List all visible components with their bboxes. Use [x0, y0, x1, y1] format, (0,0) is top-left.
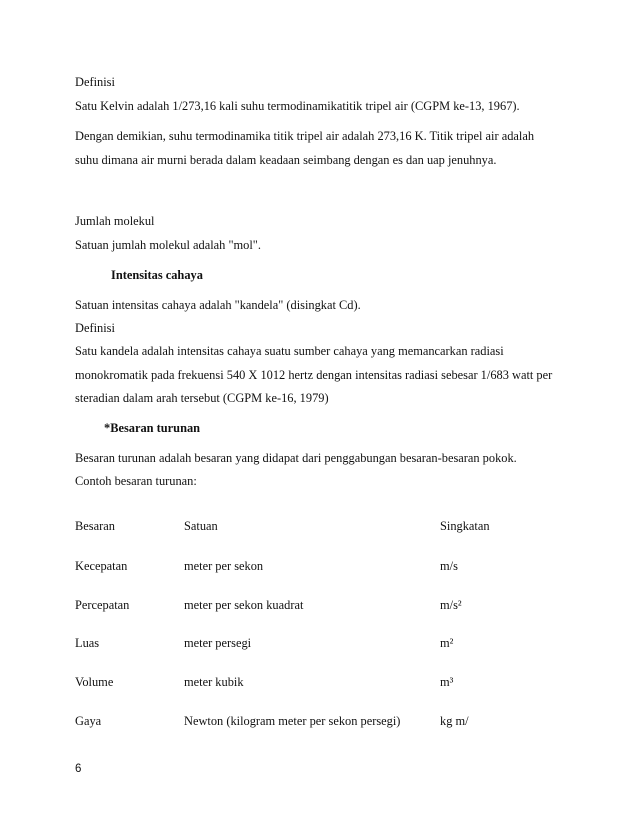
kandela-def-line-3: steradian dalam arah tersebut (CGPM ke-16, 1979) — [75, 391, 329, 405]
kandela-def-line-1: Satu kandela adalah intensitas cahaya suatu sumber cahaya yang memancarkan radiasi — [75, 344, 504, 358]
besaran-turunan-heading: *Besaran turunan — [104, 421, 201, 435]
cell-besaran: Kecepatan — [75, 559, 128, 573]
kandela-def-line-2: monokromatik pada frekuensi 540 X 1012 hertz dengan intensitas radiasi sebesar 1/683 watt per — [75, 368, 553, 382]
header-singkatan: Singkatan — [440, 519, 490, 533]
header-besaran: Besaran — [75, 519, 115, 533]
mol-unit-text: Satuan jumlah molekul adalah "mol". — [75, 238, 261, 252]
cell-besaran: Gaya — [75, 714, 102, 728]
cell-satuan: meter persegi — [184, 636, 252, 650]
header-satuan: Satuan — [184, 519, 218, 533]
kandela-text: Satuan intensitas cahaya adalah "kandela" (disingkat Cd). — [75, 298, 361, 312]
definisi-label-2: Definisi — [75, 321, 115, 335]
triple-point-line-2: suhu dimana air murni berada dalam keadaan seimbang dengan es dan uap jenuhnya. — [75, 153, 497, 167]
cell-singkatan: m³ — [440, 675, 454, 689]
cell-singkatan: m² — [440, 636, 454, 650]
page-number: 6 — [75, 763, 82, 775]
kelvin-definition: Satu Kelvin adalah 1/273,16 kali suhu termodinamikatitik tripel air (CGPM ke-13, 1967). — [75, 99, 520, 113]
jumlah-molekul-heading: Jumlah molekul — [75, 214, 155, 228]
turunan-definition: Besaran turunan adalah besaran yang didapat dari penggabungan besaran-besaran pokok. — [75, 451, 517, 465]
cell-singkatan: kg m/ — [440, 714, 469, 728]
cell-besaran: Volume — [75, 675, 114, 689]
intensitas-cahaya-heading: Intensitas cahaya — [111, 268, 203, 282]
cell-singkatan: m/s² — [440, 598, 462, 612]
definisi-label: Definisi — [75, 75, 115, 89]
triple-point-line-1: Dengan demikian, suhu termodinamika titik tripel air adalah 273,16 K. Titik tripel air adalah — [75, 129, 535, 143]
contoh-text: Contoh besaran turunan: — [75, 474, 197, 488]
cell-satuan: meter kubik — [184, 675, 244, 689]
cell-satuan: Newton (kilogram meter per sekon persegi) — [184, 714, 401, 728]
cell-besaran: Luas — [75, 636, 100, 650]
cell-singkatan: m/s — [440, 559, 458, 573]
cell-besaran: Percepatan — [75, 598, 130, 612]
cell-satuan: meter per sekon — [184, 559, 264, 573]
cell-satuan: meter per sekon kuadrat — [184, 598, 304, 612]
